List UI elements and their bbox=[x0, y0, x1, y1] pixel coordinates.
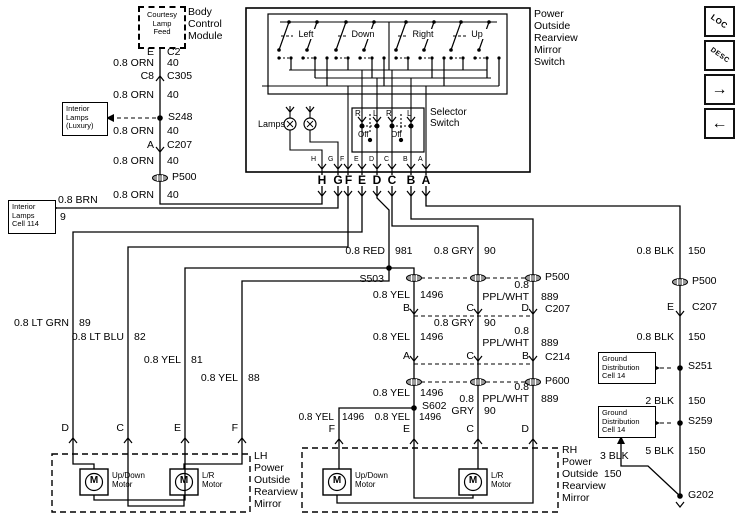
ground-distribution-box-1: Ground Distribution Cell 14 bbox=[598, 352, 656, 384]
loc-button-label: LOC bbox=[709, 12, 730, 31]
wire-orn-label: 0.8 ORN bbox=[113, 189, 154, 201]
wire-ppl-label: PPL/WHT bbox=[482, 393, 529, 405]
connector-pin-d: D bbox=[372, 173, 382, 187]
switch-pin-small: D bbox=[369, 156, 375, 163]
wire-ltgrn-label: 0.8 LT GRN bbox=[13, 317, 69, 329]
wire-orn-circuit: 40 bbox=[167, 57, 179, 69]
motor-m: M bbox=[468, 475, 478, 486]
connector-p500-mid: P500 bbox=[545, 271, 570, 283]
switch-dir-up: Up bbox=[466, 29, 488, 39]
wire-blk-circuit: 150 bbox=[688, 245, 706, 257]
ground-g202: G202 bbox=[688, 489, 714, 501]
connector-pin-g: G bbox=[333, 173, 343, 187]
connector-pin-h: H bbox=[317, 173, 327, 187]
connector-pin-e: E bbox=[357, 173, 366, 187]
connector-p500-right: P500 bbox=[692, 275, 717, 287]
splice-s503: S503 bbox=[359, 273, 384, 285]
connector-pin-c: C bbox=[387, 173, 397, 187]
wire-ppl-circuit: 889 bbox=[541, 291, 559, 303]
wire-ltblu-label: 0.8 LT BLU bbox=[71, 331, 124, 343]
wire-yel1496-circuit: 1496 bbox=[342, 412, 365, 423]
switch-pin-small: G bbox=[328, 156, 334, 163]
prev-arrow-button[interactable] bbox=[704, 108, 735, 139]
pin-a-c207: A bbox=[146, 139, 154, 151]
splice-s602: S602 bbox=[422, 400, 447, 412]
interior-lamps-cell114-box: Interior Lamps Cell 114 bbox=[8, 200, 56, 234]
wire-orn-label: 0.8 ORN bbox=[113, 125, 154, 137]
lh-pin-d: D bbox=[61, 422, 69, 434]
wire-orn-circuit: 40 bbox=[167, 125, 179, 137]
connector-c207: C207 bbox=[167, 139, 193, 151]
wire-yel1496-circuit: 1496 bbox=[420, 289, 444, 301]
connector-pin-f: F bbox=[344, 173, 353, 187]
lh-pin-e: E bbox=[173, 422, 181, 434]
ground-distribution-box-2: Ground Distribution Cell 14 bbox=[598, 406, 656, 438]
switch-dir-left: Left bbox=[293, 29, 319, 39]
lamps-label: Lamps bbox=[258, 119, 286, 129]
wire-ltgrn-circuit: 89 bbox=[79, 317, 91, 329]
wire-yel1496-label: 0.8 YEL bbox=[372, 387, 410, 399]
splice-s259: S259 bbox=[688, 415, 713, 427]
lh-updown-motor-label: Up/Down Motor bbox=[112, 471, 145, 489]
wire-ppl-circuit: 889 bbox=[541, 337, 559, 349]
desc-button[interactable] bbox=[704, 40, 735, 71]
selector-l1: L bbox=[373, 109, 378, 118]
switch-pin-small: B bbox=[403, 156, 408, 163]
wire-3blk-label: 3 BLK bbox=[600, 450, 629, 462]
wire-2blk-label: 2 BLK bbox=[645, 395, 674, 407]
left-arrow-icon: ← bbox=[711, 114, 728, 132]
pin-e-c2: E bbox=[146, 46, 154, 58]
wire-blk-label: 0.8 BLK bbox=[636, 331, 674, 343]
right-arrow-icon: → bbox=[711, 80, 728, 98]
rh-lr-motor-label: L/R Motor bbox=[491, 471, 512, 489]
wire-yel1496-label: 0.8 YEL bbox=[372, 331, 410, 343]
wire-ltblu-circuit: 82 bbox=[134, 331, 146, 343]
connector-c2: C2 bbox=[167, 46, 181, 58]
c207-pin-d: D bbox=[521, 302, 529, 314]
wire-orn-circuit: 40 bbox=[167, 89, 179, 101]
wire-orn-label: 0.8 ORN bbox=[113, 155, 154, 167]
switch-dir-right: Right bbox=[408, 29, 438, 39]
rh-updown-motor-label: Up/Down Motor bbox=[355, 471, 388, 489]
wire-brn-circuit: 9 bbox=[60, 211, 66, 223]
wire-yel1496-circuit: 1496 bbox=[420, 387, 444, 399]
wire-orn-circuit: 40 bbox=[167, 189, 179, 201]
wire-gry-circuit: 90 bbox=[484, 245, 496, 257]
connector-p500: P500 bbox=[172, 171, 197, 183]
lh-lr-motor-label: L/R Motor bbox=[202, 471, 223, 489]
c214-pin-a: A bbox=[402, 350, 410, 362]
wire-yel1496-label: 0.8 YEL bbox=[298, 412, 334, 423]
wire-gry-size: 0.8 bbox=[459, 393, 474, 405]
connector-c207-mid: C207 bbox=[545, 303, 571, 315]
switch-pin-small: F bbox=[340, 156, 345, 163]
wire-ppl-size: 0.8 bbox=[514, 279, 529, 291]
wire-blk-circuit: 150 bbox=[688, 331, 706, 343]
rh-pin-c: C bbox=[466, 423, 474, 435]
wire-yel1496-label: 0.8 YEL bbox=[372, 289, 410, 301]
wire-ppl-size: 0.8 bbox=[514, 325, 529, 337]
connector-p600: P600 bbox=[545, 375, 570, 387]
wire-gry-label: 0.8 GRY bbox=[433, 245, 474, 257]
wire-5blk-circuit: 150 bbox=[688, 445, 706, 457]
courtesy-lamp-feed-box: Courtesy Lamp Feed bbox=[138, 6, 186, 49]
wire-2blk-circuit: 150 bbox=[688, 395, 706, 407]
lh-pin-f: F bbox=[231, 422, 238, 434]
connector-c207-right: C207 bbox=[692, 301, 718, 313]
switch-title: Power Outside Rearview Mirror Switch bbox=[534, 8, 578, 68]
rh-pin-e: E bbox=[402, 423, 410, 435]
wire-red-circuit: 981 bbox=[395, 245, 413, 257]
wire-orn-label: 0.8 ORN bbox=[113, 89, 154, 101]
wire-blk-label: 0.8 BLK bbox=[636, 245, 674, 257]
selector-r2: R bbox=[386, 109, 392, 118]
wire-gry-circuit: 90 bbox=[484, 405, 496, 417]
loc-button[interactable] bbox=[704, 6, 735, 37]
switch-interior bbox=[262, 22, 499, 172]
selector-l2: L bbox=[407, 109, 412, 118]
switch-pin-small: E bbox=[354, 156, 359, 163]
wire-orn-label: 0.8 ORN bbox=[113, 57, 154, 69]
wire-ppl-size: 0.8 bbox=[514, 381, 529, 393]
c214-pin-c: C bbox=[466, 350, 474, 362]
lh-mirror-title: LH Power Outside Rearview Mirror bbox=[254, 450, 298, 510]
wire-ppl-circuit: 889 bbox=[541, 393, 559, 405]
connector-pin-a: A bbox=[421, 173, 431, 187]
c207-pin-b: B bbox=[402, 302, 410, 314]
selector-r1: R bbox=[355, 109, 361, 118]
connector-c214: C214 bbox=[545, 351, 571, 363]
rh-pin-f: F bbox=[328, 423, 335, 435]
lh-pin-c: C bbox=[116, 422, 124, 434]
wire-gry-circuit: 90 bbox=[484, 317, 496, 329]
wire-ppl-label: PPL/WHT bbox=[482, 291, 529, 303]
wire-5blk-label: 5 BLK bbox=[645, 445, 674, 457]
desc-button-label: DESC bbox=[708, 46, 731, 65]
wire-yel88-label: 0.8 YEL bbox=[200, 372, 238, 384]
splice-s251: S251 bbox=[688, 360, 713, 372]
wire-yel1496-circuit: 1496 bbox=[419, 412, 442, 423]
next-arrow-button[interactable] bbox=[704, 74, 735, 105]
connector-c305: C305 bbox=[167, 70, 193, 82]
wire-yel81-circuit: 81 bbox=[191, 354, 203, 366]
switch-pin-small: C bbox=[384, 156, 390, 163]
c207-pin-c: C bbox=[466, 302, 474, 314]
switch-pin-small: H bbox=[311, 156, 317, 163]
motor-m: M bbox=[179, 475, 189, 486]
wire-gry-name: GRY bbox=[451, 405, 474, 417]
pin-e-c207-right: E bbox=[666, 301, 674, 313]
rh-mirror-title: RH Power Outside Rearview Mirror bbox=[562, 444, 606, 504]
wire-yel1496-circuit: 1496 bbox=[420, 331, 444, 343]
wire-yel88-circuit: 88 bbox=[248, 372, 260, 384]
c214-pin-b: B bbox=[521, 350, 529, 362]
pin-c8: C8 bbox=[140, 70, 154, 82]
rh-pin-d: D bbox=[521, 423, 529, 435]
interior-lamps-luxury-box: Interior Lamps (Luxury) bbox=[62, 102, 108, 136]
wire-ppl-label: PPL/WHT bbox=[482, 337, 529, 349]
motor-m: M bbox=[89, 475, 99, 486]
wire-yel81-label: 0.8 YEL bbox=[143, 354, 181, 366]
selector-off1: Off bbox=[358, 130, 369, 139]
splice-s248: S248 bbox=[168, 111, 193, 123]
switch-pin-small: A bbox=[418, 156, 423, 163]
wire-orn-circuit: 40 bbox=[167, 155, 179, 167]
switch-dir-down: Down bbox=[348, 29, 378, 39]
motor-m: M bbox=[332, 475, 342, 486]
wire-red-label: 0.8 RED bbox=[345, 245, 385, 257]
wire-yel1496-label: 0.8 YEL bbox=[374, 412, 410, 423]
bcm-title: Body Control Module bbox=[188, 6, 223, 42]
selector-switch-label: Selector Switch bbox=[430, 107, 467, 129]
connector-pin-b: B bbox=[406, 173, 416, 187]
selector-off2: Off bbox=[391, 130, 402, 139]
wire-brn-label: 0.8 BRN bbox=[58, 194, 98, 206]
wire-gry-label: 0.8 GRY bbox=[433, 317, 474, 329]
wire-3blk-circuit: 150 bbox=[604, 468, 622, 480]
